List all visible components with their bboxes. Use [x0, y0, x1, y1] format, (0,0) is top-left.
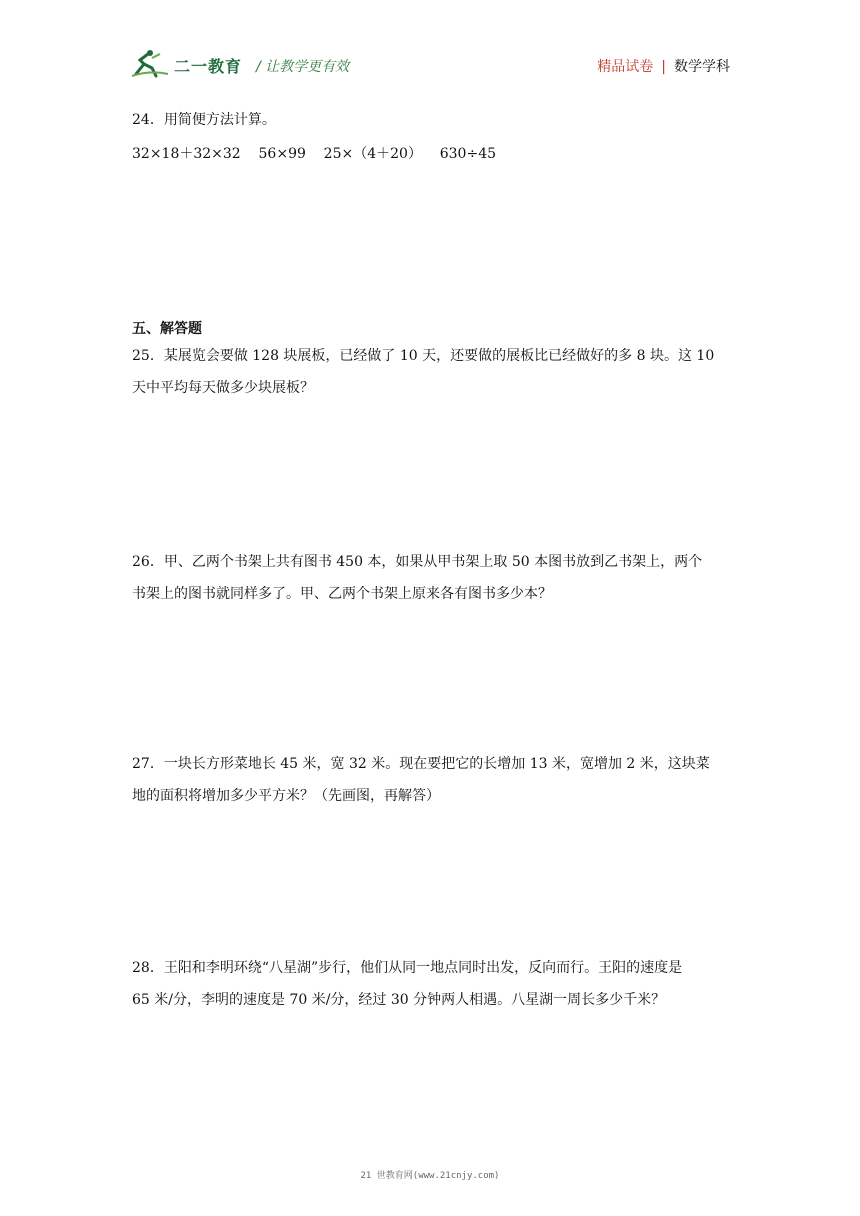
- section-title: 五、解答题: [132, 321, 202, 337]
- header-separator: |: [661, 59, 666, 75]
- page-footer: 21 世教育网(www.21cnjy.com): [360, 1171, 500, 1181]
- page-header: [130, 44, 730, 84]
- question-24-title: 24．用简便方法计算。: [132, 112, 276, 128]
- question-27-line1: 27．一块长方形菜地长 45 米，宽 32 米。现在要把它的长增加 13 米，宽增加 2 米，这块菜: [132, 756, 710, 772]
- question-27: [132, 748, 732, 812]
- brand-slogan: / 让教学更有效: [256, 59, 350, 75]
- tag-subject: 数学学科: [674, 59, 730, 75]
- question-24-expressions: 32×18＋32×32 56×99 25×（4＋20） 630÷45: [132, 146, 497, 162]
- question-26-line2: 书架上的图书就同样多了。甲、乙两个书架上原来各有图书多少本？: [132, 586, 552, 602]
- question-25-line2: 天中平均每天做多少块展板？: [132, 380, 314, 396]
- question-25: [132, 340, 732, 404]
- tag-premium-paper: 精品试卷: [597, 59, 654, 75]
- question-25-line1: 25．某展览会要做 128 块展板，已经做了 10 天，还要做的展板比已经做好的多 8 块。这 10: [132, 348, 715, 364]
- question-28-line2: 65 米/分，李明的速度是 70 米/分，经过 30 分钟两人相遇。八星湖一周长多少千米？: [132, 992, 666, 1008]
- question-27-line2: 地的面积将增加多少平方米？（先画图，再解答）: [132, 788, 440, 804]
- header-tags: [597, 56, 730, 76]
- question-28: [132, 952, 732, 1016]
- question-26: [132, 546, 732, 610]
- question-26-line1: 26．甲、乙两个书架上共有图书 450 本，如果从甲书架上取 50 本图书放到乙书架上，两个: [132, 554, 703, 570]
- question-28-line1: 28．王阳和李明环绕“八星湖”步行，他们从同一地点同时出发，反向而行。王阳的速度是: [132, 960, 683, 976]
- brand-name: 二一教育: [174, 57, 243, 76]
